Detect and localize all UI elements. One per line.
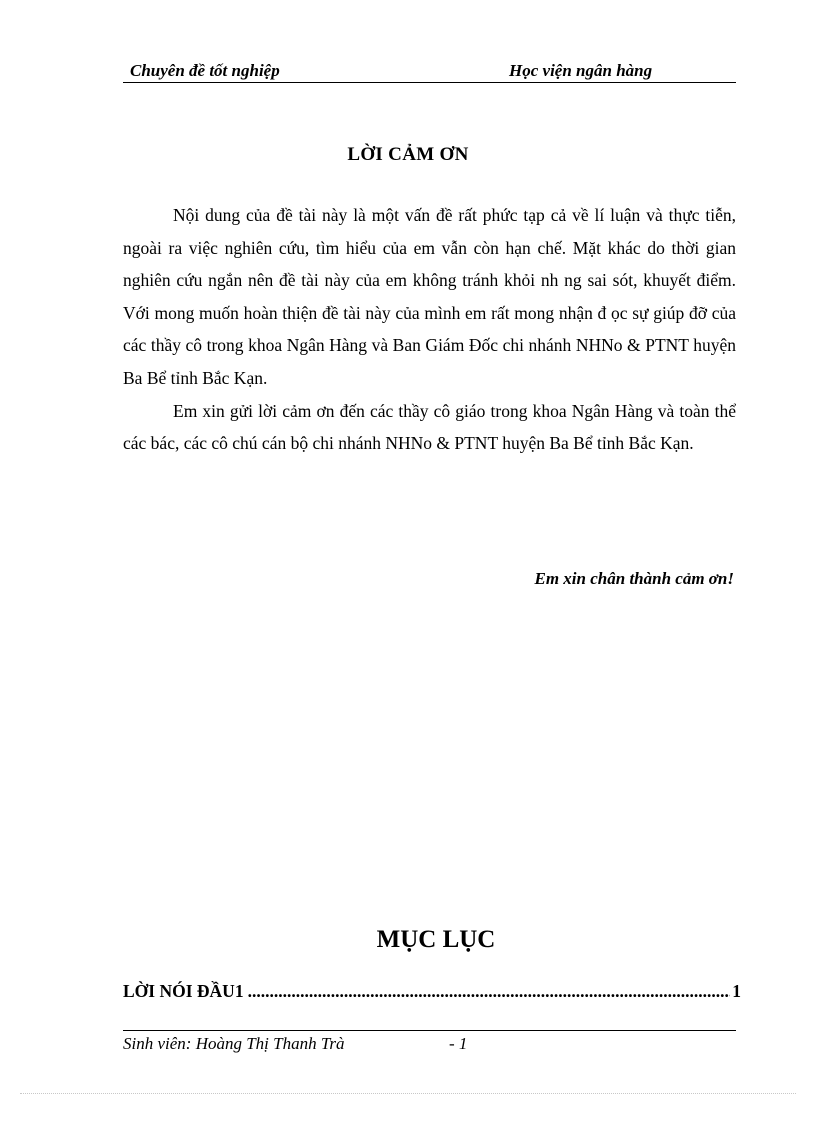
page-title: LỜI CẢM ƠN [347,144,469,165]
footer-student-name: Sinh viên: Hoàng Thị Thanh Trà [123,1034,345,1053]
header-thesis-label: Chuyên đề tốt nghiệp [130,61,280,80]
paragraph: Em xin gửi lời cảm ơn đến các thầy cô giáo trong khoa Ngân Hàng và toàn thể các bác, các cô chú cán bộ chi nhánh NHNo & PTNT huyện Ba Bể tỉnh Bắc Kạn. [123,400,736,454]
header-institution-label: Học viện ngân hàng [509,61,653,80]
toc-entry-label: LỜI NÓI ĐẦU1 [123,981,244,1001]
page-footer [123,1030,736,1053]
toc-entry[interactable] [123,981,741,1002]
toc-entry-page: 1 [732,981,741,1001]
acknowledgement-body [123,199,736,460]
toc-heading: MỤC LỤC [376,926,496,953]
paragraph: Nội dung của đề tài này là một vấn đề rất phức tạp cả về lí luận và thực tiễn, ngoài ra việc nghiên cứu, tìm hiểu của em vẫn còn hạn chế. Mặt khác do thời gian nghiên cứu ngắn nên đề tài này của em không tránh khỏi nh ng sai sót, khuyết điểm. Với mong muốn hoàn thiện đề tài này của mình em rất mong nhận đ ọc sự giúp đỡ của các thầy cô trong khoa Ngân Hàng và Ban Giám Đốc chi nhánh NHNo & PTNT huyện Ba Bể tỉnh Bắc Kạn. [123,205,736,388]
page-header [123,58,736,83]
footer-page-number: - 1 [449,1034,468,1053]
page-boundary [20,1093,796,1094]
toc-dot-leader [248,981,731,1002]
closing-line: Em xin chân thành cảm ơn! [534,569,734,588]
